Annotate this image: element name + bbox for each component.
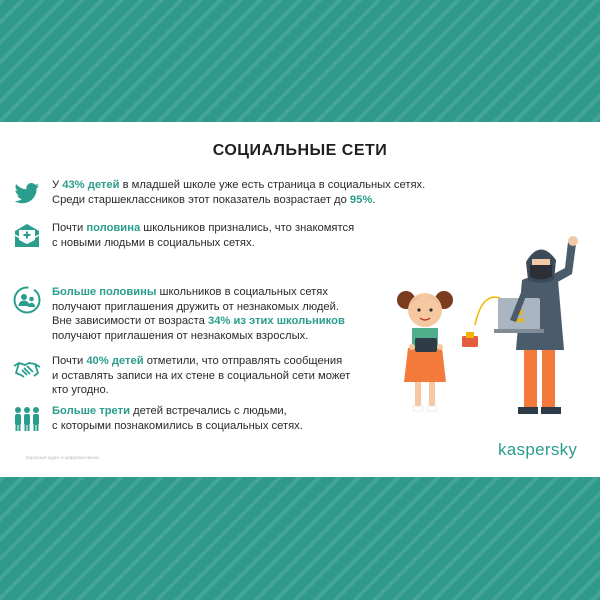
girl-and-stranger-illustration bbox=[382, 232, 582, 437]
fact-text-segment: и оставлять записи на их стене в социальной сети может bbox=[52, 369, 351, 382]
fact-text-segment: Почти bbox=[52, 222, 87, 234]
highlight-text: 95% bbox=[349, 193, 373, 206]
fact-text-3 bbox=[52, 285, 432, 343]
fact-text-segment: отметили, что отправлять сообщения bbox=[143, 355, 343, 367]
fact-text-segment: Среди старшеклассников этот показатель возрастает до bbox=[52, 193, 350, 206]
fact-text-segment: Почти bbox=[52, 355, 87, 367]
fact-text-4 bbox=[52, 354, 432, 398]
highlight-text: 34% из этих школьников bbox=[207, 315, 345, 328]
highlight-text: 43% детей bbox=[62, 179, 120, 191]
people-circle-icon bbox=[12, 285, 42, 315]
envelope-add-icon bbox=[12, 221, 42, 251]
fact-text-segment: с новыми людьми в социальных сетях. bbox=[52, 236, 255, 249]
fact-text-segment: с которыми познакомились в социальных сетях. bbox=[52, 419, 303, 432]
fact-text-segment: получают приглашения от незнакомых взрослых. bbox=[52, 329, 309, 342]
highlight-text: половина bbox=[86, 222, 141, 234]
fact-text-segment: . bbox=[372, 193, 376, 206]
fact-text-segment: школьников признались, что знакомятся bbox=[140, 222, 355, 234]
group-people-icon bbox=[12, 404, 42, 434]
fact-text-segment: Вне зависимости от возраста bbox=[52, 315, 208, 328]
fact-text-segment: У bbox=[52, 179, 63, 191]
kaspersky-logo: kaspersky bbox=[498, 440, 578, 459]
top-pattern-band bbox=[0, 0, 600, 122]
fact-text-segment: школьников в социальных сетях bbox=[156, 286, 328, 298]
bottom-pattern-band bbox=[0, 477, 600, 600]
fact-text-segment: кто угодно. bbox=[52, 384, 109, 397]
highlight-text: Больше половины bbox=[52, 286, 157, 298]
fact-text-segment: получают приглашения дружить от незнакомых людей. bbox=[52, 300, 339, 313]
fact-text-1 bbox=[52, 178, 432, 207]
footnote: Взрослый аудит и цифровая жизнь bbox=[26, 455, 100, 460]
highlight-text: 40% детей bbox=[86, 355, 144, 367]
fact-text-5 bbox=[52, 404, 432, 433]
fact-text-segment: в младшей школе уже есть страница в социальных сетях. bbox=[119, 179, 426, 191]
fact-text-2 bbox=[52, 221, 432, 250]
highlight-text: Больше трети bbox=[52, 405, 130, 417]
fact-text-segment: детей встречались с людьми, bbox=[129, 405, 287, 417]
infographic-card bbox=[0, 122, 600, 477]
page-title: СОЦИАЛЬНЫЕ СЕТИ bbox=[212, 142, 388, 159]
handshake-icon bbox=[12, 354, 42, 384]
twitter-bird-icon bbox=[12, 178, 42, 208]
